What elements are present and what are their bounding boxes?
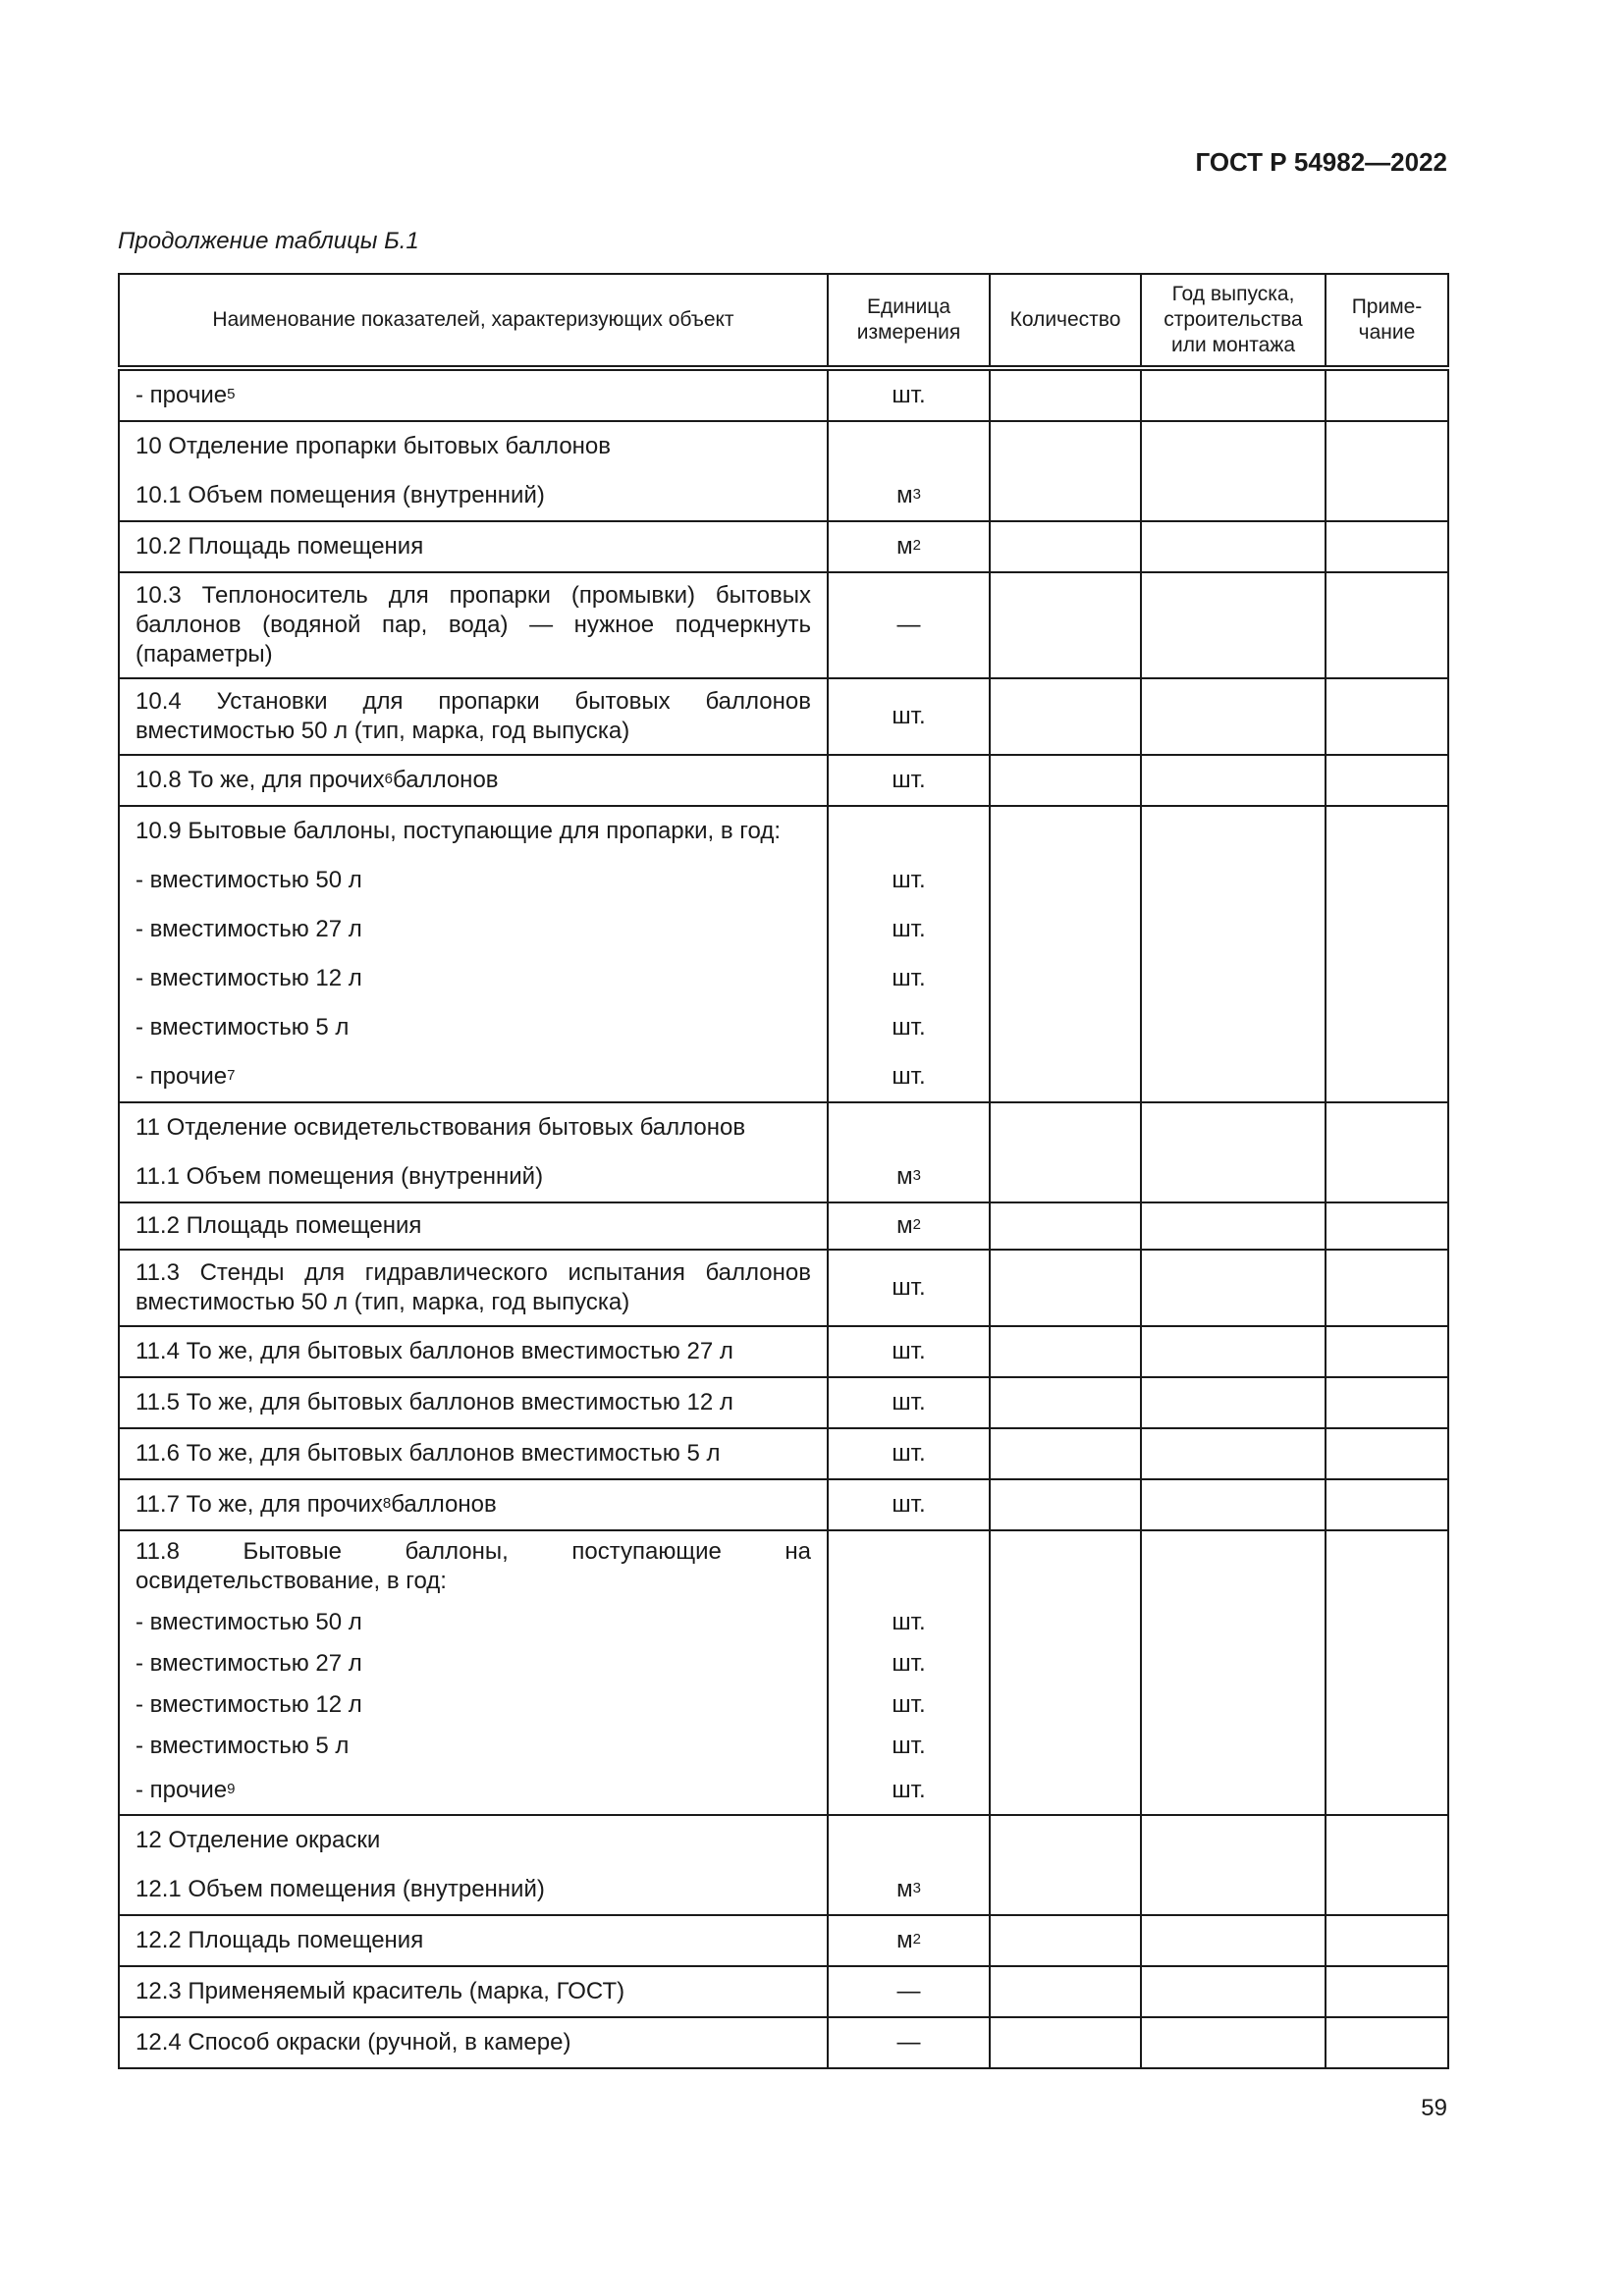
cell-name: 10.3 Теплоноситель для пропарки (промывки) бытовых баллонов (водяной пар, вода) — нужное подчеркнуть (параметры) bbox=[119, 572, 828, 678]
cell-name: 11.7 То же, для прочих $^8$ баллонов bbox=[119, 1479, 828, 1530]
cell-unit: шт. bbox=[828, 1377, 990, 1428]
cell-unit: м $^3$ bbox=[828, 1102, 990, 1202]
table-row bbox=[119, 1530, 1448, 1815]
table-row bbox=[119, 1479, 1448, 1530]
cell-name: 12.2 Площадь помещения bbox=[119, 1915, 828, 1966]
cell-name: 11.6 То же, для бытовых баллонов вместимостью 5 л bbox=[119, 1428, 828, 1479]
data-table bbox=[118, 273, 1449, 2069]
cell-unit: шт. bbox=[828, 678, 990, 755]
cell-unit: м $^2$ bbox=[828, 1915, 990, 1966]
cell-unit: м $^2$ bbox=[828, 1202, 990, 1250]
cell-unit: шт. bbox=[828, 1326, 990, 1377]
column-header-unit: Единица измерения bbox=[828, 274, 990, 368]
table-row bbox=[119, 572, 1448, 678]
cell-name: 10.8 То же, для прочих $^6$ баллонов bbox=[119, 755, 828, 806]
table-row bbox=[119, 1815, 1448, 1915]
cell-unit: шт. bbox=[828, 1428, 990, 1479]
cell-unit: — bbox=[828, 1966, 990, 2017]
cell-unit: шт. bbox=[828, 1479, 990, 1530]
table-row bbox=[119, 1250, 1448, 1326]
cell-name: 11.5 То же, для бытовых баллонов вместимостью 12 л bbox=[119, 1377, 828, 1428]
table-row bbox=[119, 1326, 1448, 1377]
cell-name: 11.8 Бытовые баллоны, поступающие на освидетельствование, в год: - вместимостью 50 л - вместимостью 27 л - вместимостью 12 л - вместимостью 5 л - прочие $^9$ bbox=[119, 1530, 828, 1815]
table-row bbox=[119, 421, 1448, 521]
table-row bbox=[119, 678, 1448, 755]
cell-name: - прочие $^5$ bbox=[119, 368, 828, 421]
cell-unit: шт. bbox=[828, 755, 990, 806]
table-row bbox=[119, 755, 1448, 806]
page-number: 59 bbox=[1421, 2095, 1447, 2121]
cell-name: 12.3 Применяемый краситель (марка, ГОСТ) bbox=[119, 1966, 828, 2017]
document-code: ГОСТ Р 54982—2022 bbox=[1195, 147, 1447, 177]
cell-unit: шт. шт. шт. шт. шт. bbox=[828, 806, 990, 1102]
cell-unit: м $^3$ bbox=[828, 421, 990, 521]
cell-name: 12.4 Способ окраски (ручной, в камере) bbox=[119, 2017, 828, 2068]
cell-unit: шт. bbox=[828, 1250, 990, 1326]
cell-unit: м $^2$ bbox=[828, 521, 990, 572]
cell-name: 11 Отделение освидетельствования бытовых баллонов 11.1 Объем помещения (внутренний) bbox=[119, 1102, 828, 1202]
cell-name: 11.2 Площадь помещения bbox=[119, 1202, 828, 1250]
cell-unit: м $^3$ bbox=[828, 1815, 990, 1915]
cell-name: 10 Отделение пропарки бытовых баллонов 10.1 Объем помещения (внутренний) bbox=[119, 421, 828, 521]
cell-name: 10.9 Бытовые баллоны, поступающие для пропарки, в год: - вместимостью 50 л - вместимостью 27 л - вместимостью 12 л - вместимостью 5 л - прочие $^7$ bbox=[119, 806, 828, 1102]
cell-unit: — bbox=[828, 572, 990, 678]
cell-name: 10.2 Площадь помещения bbox=[119, 521, 828, 572]
table-row bbox=[119, 1915, 1448, 1966]
table-row bbox=[119, 2017, 1448, 2068]
cell-unit: шт. bbox=[828, 368, 990, 421]
table-row bbox=[119, 806, 1448, 1102]
cell-unit: шт. шт. шт. шт. шт. bbox=[828, 1530, 990, 1815]
table-header-row bbox=[119, 274, 1448, 368]
table-row bbox=[119, 1428, 1448, 1479]
column-header-name: Наименование показателей, характеризующих объект bbox=[119, 274, 828, 368]
column-header-quantity: Количество bbox=[990, 274, 1141, 368]
cell-unit: — bbox=[828, 2017, 990, 2068]
table-row bbox=[119, 368, 1448, 421]
table-row bbox=[119, 1202, 1448, 1250]
cell-name: 11.4 То же, для бытовых баллонов вместимостью 27 л bbox=[119, 1326, 828, 1377]
cell-name: 10.4 Установки для пропарки бытовых баллонов вместимостью 50 л (тип, марка, год выпуска) bbox=[119, 678, 828, 755]
table-row bbox=[119, 1102, 1448, 1202]
cell-name: 12 Отделение окраски 12.1 Объем помещения (внутренний) bbox=[119, 1815, 828, 1915]
table-row bbox=[119, 521, 1448, 572]
table-caption: Продолжение таблицы Б.1 bbox=[118, 228, 419, 254]
column-header-note: Приме-чание bbox=[1326, 274, 1448, 368]
table-row bbox=[119, 1966, 1448, 2017]
column-header-year: Год выпуска, строительства или монтажа bbox=[1141, 274, 1326, 368]
table-row bbox=[119, 1377, 1448, 1428]
cell-name: 11.3 Стенды для гидравлического испытания баллонов вместимостью 50 л (тип, марка, год выпуска) bbox=[119, 1250, 828, 1326]
